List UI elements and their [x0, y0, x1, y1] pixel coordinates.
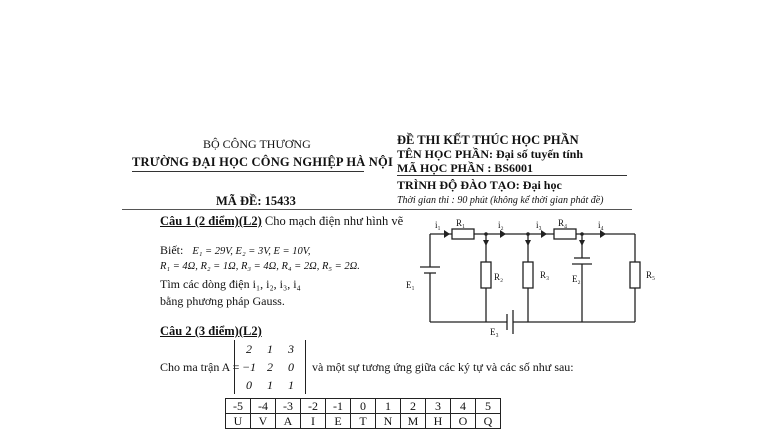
- resistor-r2: [481, 262, 491, 288]
- mapping-letter: A: [276, 414, 301, 429]
- course-rule: [397, 175, 627, 176]
- mapping-number: -1: [326, 399, 351, 414]
- label-i3: i₃: [536, 220, 542, 230]
- school-underline: [132, 171, 364, 172]
- ministry-name: BỘ CÔNG THƯƠNG: [203, 137, 311, 151]
- matrix-cell: 3: [288, 342, 294, 356]
- mapping-number: -2: [301, 399, 326, 414]
- mapping-number: 2: [401, 399, 426, 414]
- mapping-letter: E: [326, 414, 351, 429]
- mapping-letter: H: [426, 414, 451, 429]
- q2-title: Câu 2 (3 điểm)(L2): [160, 324, 262, 338]
- label-r2: R₂: [494, 272, 504, 282]
- resistor-r1: [452, 229, 474, 239]
- label-i2: i₂: [498, 220, 504, 230]
- resistor-r3: [523, 262, 533, 288]
- mapping-letters-row: [226, 414, 501, 429]
- q1-given-line2: R₁ = 4Ω, R₂ = 1Ω, R₃ = 4Ω, R₄ = 2Ω, R₅ = 2Ω.: [160, 261, 360, 272]
- matrix-cell: 0: [246, 378, 252, 392]
- q1-task-line1: Tìm các dòng điện i₁, i₂, i₃, i₄: [160, 277, 301, 291]
- mapping-letter: O: [451, 414, 476, 429]
- mapping-number: -5: [226, 399, 251, 414]
- header-divider: [122, 209, 632, 210]
- mapping-number: 4: [451, 399, 476, 414]
- q1-prompt: Cho mạch điện như hình vẽ: [261, 214, 404, 228]
- course-name: TÊN HỌC PHẦN: Đại số tuyến tính: [397, 147, 584, 161]
- matrix-cell: 0: [288, 360, 294, 374]
- course-code: MÃ HỌC PHẦN : BS6001: [397, 161, 533, 175]
- mapping-number: 0: [351, 399, 376, 414]
- matrix-cell: 1: [267, 378, 273, 392]
- label-i4: i₄: [598, 220, 604, 230]
- mapping-number: 1: [376, 399, 401, 414]
- matrix-cell: 1: [288, 378, 294, 392]
- mapping-letter: Q: [476, 414, 501, 429]
- mapping-letter: U: [226, 414, 251, 429]
- mapping-number: 5: [476, 399, 501, 414]
- label-r5: R₅: [646, 270, 656, 280]
- q1-given-values: E₁ = 29V, E₂ = 3V, E = 10V,: [192, 246, 311, 257]
- q2-prompt-after: và một sự tương ứng giữa các ký tự và các số như sau:: [312, 360, 574, 374]
- matrix-cell: 1: [267, 342, 273, 356]
- q1-given-line1: [160, 243, 310, 258]
- matrix-cell: −1: [241, 360, 257, 374]
- exam-duration: Thời gian thi : 90 phút (không kể thời gian phát đề): [397, 195, 604, 206]
- mapping-letter: T: [351, 414, 376, 429]
- training-level: TRÌNH ĐỘ ĐÀO TẠO: Đại học: [397, 178, 562, 192]
- label-e2: E₂: [572, 274, 581, 284]
- mapping-letter: M: [401, 414, 426, 429]
- mapping-number: -3: [276, 399, 301, 414]
- label-r4: R₄: [558, 218, 568, 228]
- q1-task-line2: bằng phương pháp Gauss.: [160, 294, 285, 308]
- label-r1: R₁: [456, 218, 466, 228]
- q2-prompt-before: Cho ma trận A =: [160, 360, 240, 374]
- label-e3: E₃: [490, 327, 499, 337]
- resistor-r4: [554, 229, 576, 239]
- exam-code: MÃ ĐỀ: 15433: [216, 194, 296, 208]
- circuit-diagram: [400, 212, 660, 337]
- matrix-a: [234, 340, 306, 394]
- school-name: TRƯỜNG ĐẠI HỌC CÔNG NGHIỆP HÀ NỘI: [132, 155, 394, 169]
- matrix-cell: 2: [267, 360, 273, 374]
- label-e1: E₁: [406, 280, 415, 290]
- mapping-table: [225, 398, 501, 429]
- exam-title: ĐỀ THI KẾT THÚC HỌC PHẦN: [397, 133, 579, 147]
- q1-given-label: Biết:: [160, 243, 184, 257]
- mapping-number: 3: [426, 399, 451, 414]
- mapping-letter: I: [301, 414, 326, 429]
- mapping-letter: N: [376, 414, 401, 429]
- mapping-number: -4: [251, 399, 276, 414]
- mapping-numbers-row: [226, 399, 501, 414]
- label-i1: i₁: [435, 220, 441, 230]
- resistor-r5: [630, 262, 640, 288]
- label-r3: R₃: [540, 270, 550, 280]
- matrix-cell: 2: [246, 342, 252, 356]
- mapping-letter: V: [251, 414, 276, 429]
- q1-title: Câu 1 (2 điểm)(L2): [160, 214, 262, 228]
- q1-heading: [160, 214, 403, 229]
